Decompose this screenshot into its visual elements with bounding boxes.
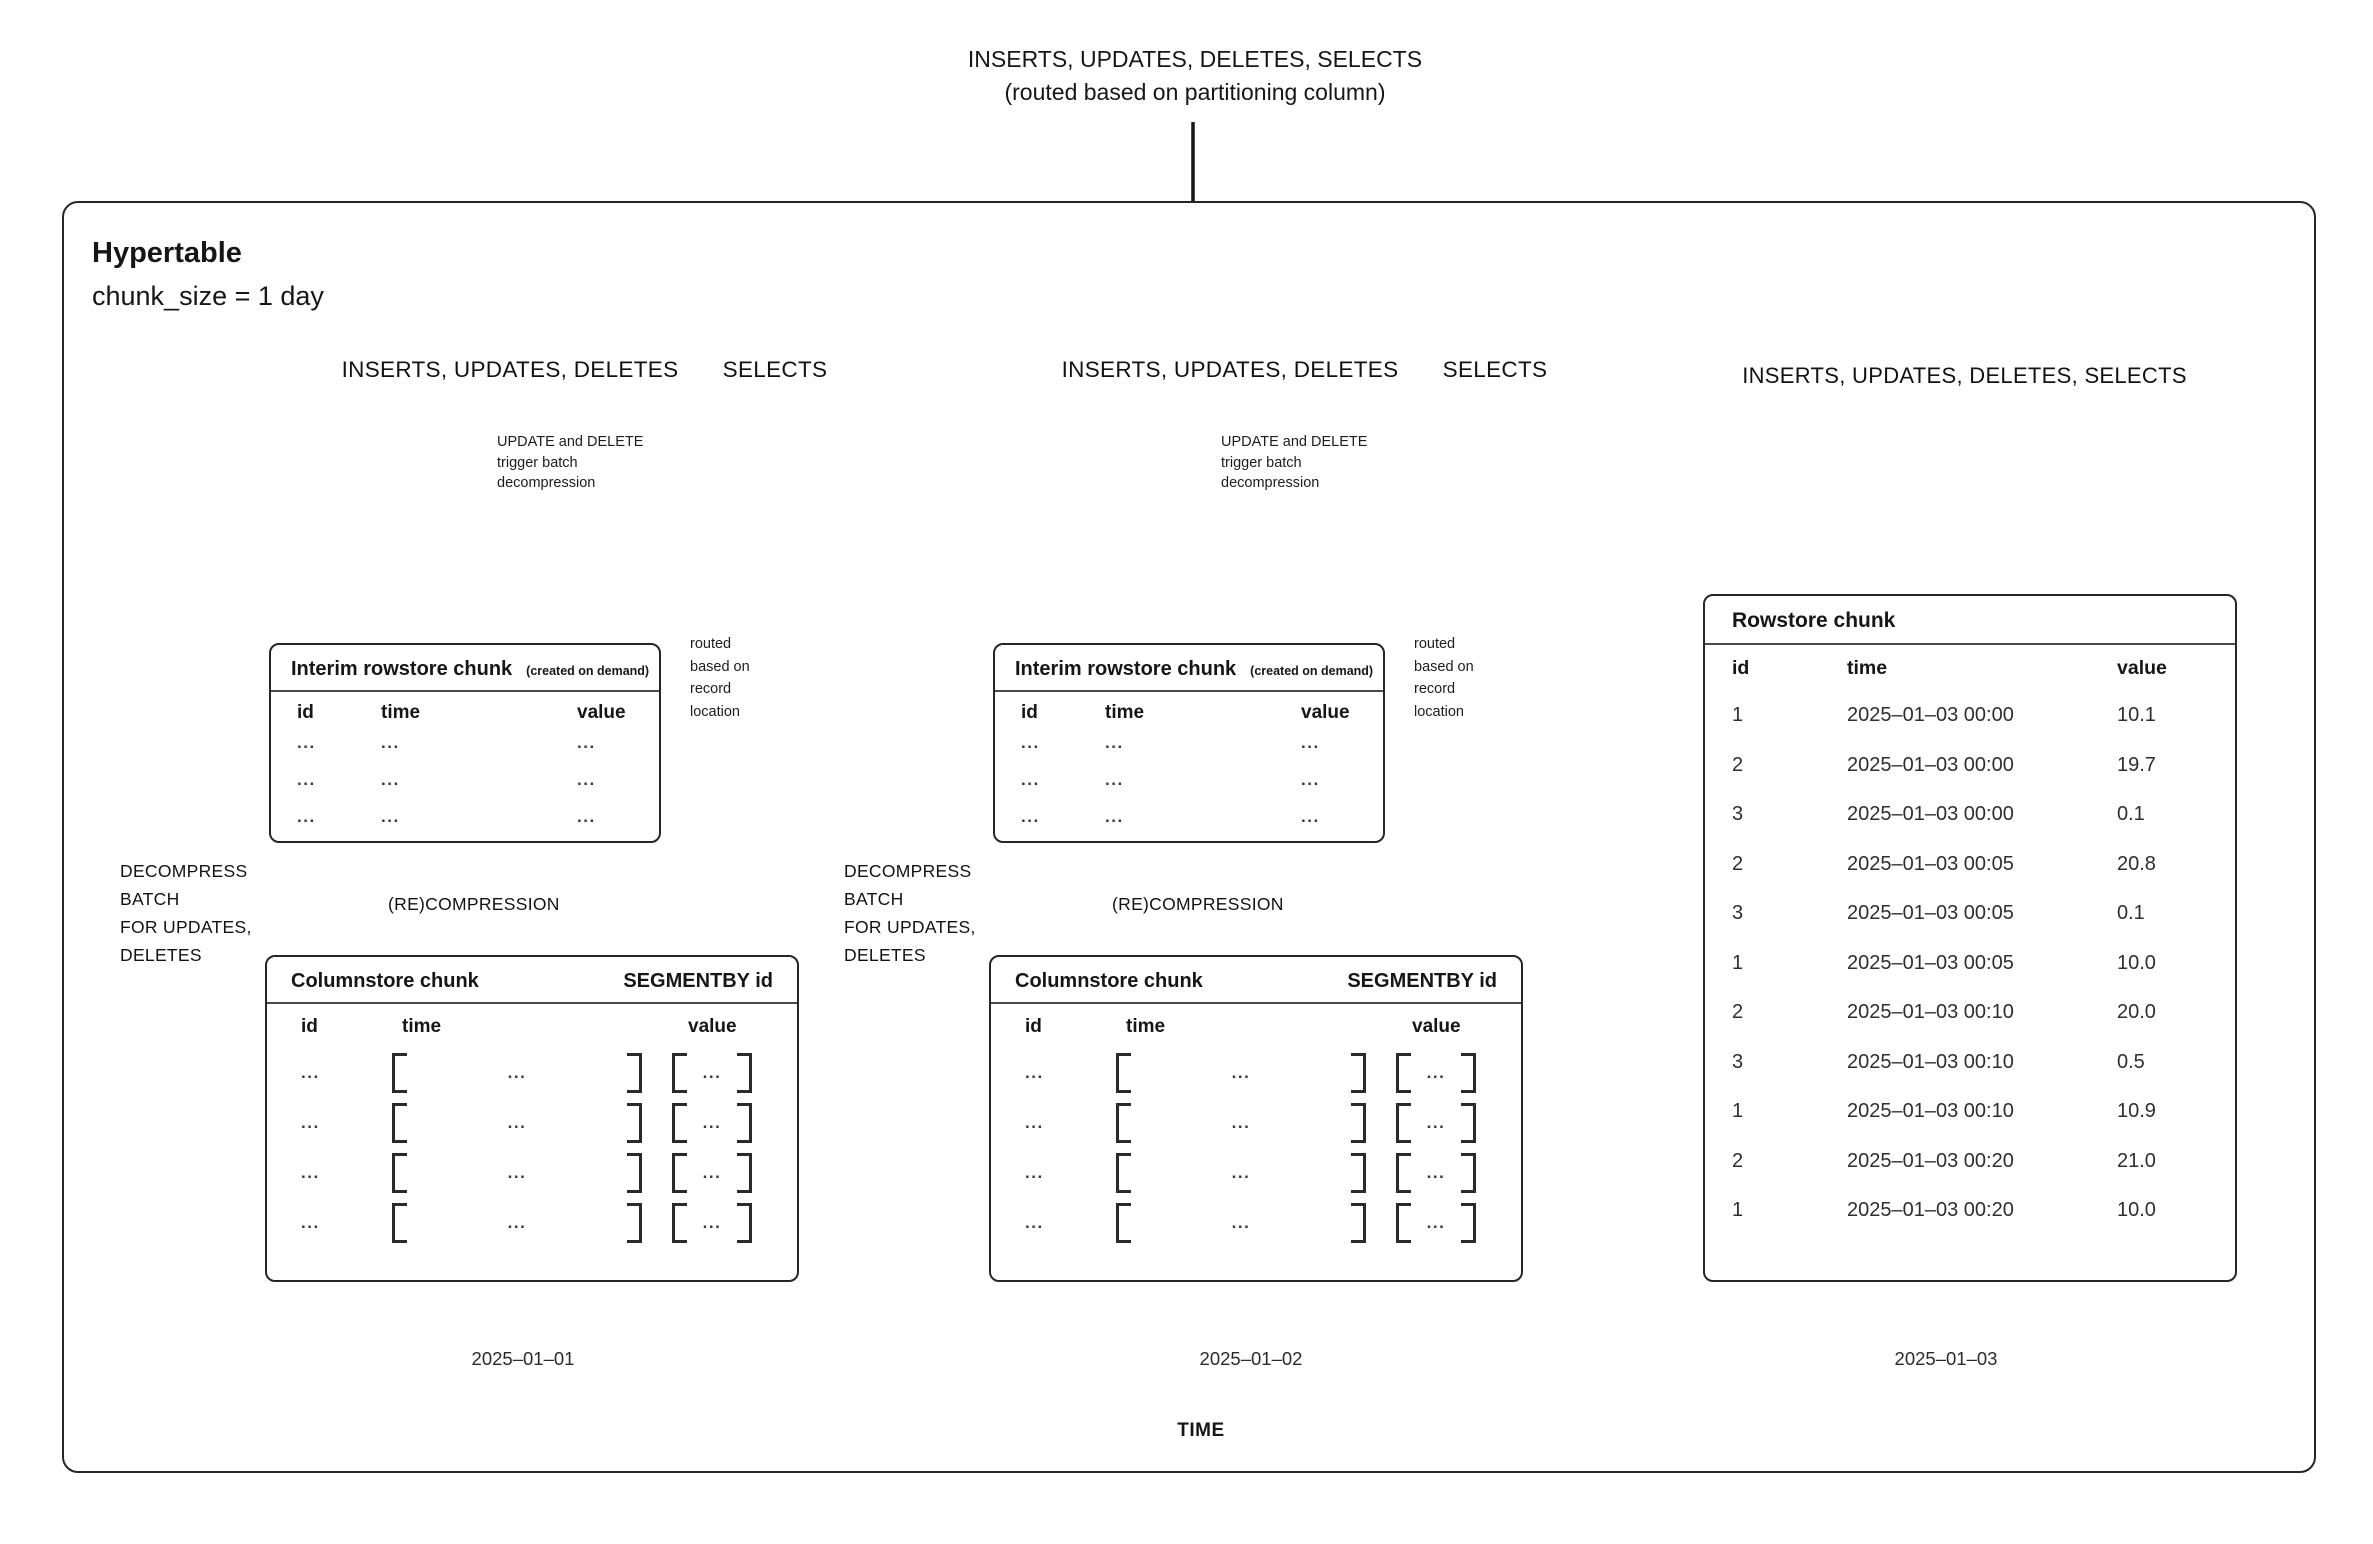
iud-selects-label-right: INSERTS, UPDATES, DELETES, SELECTS <box>1742 363 2187 388</box>
cell-ellipsis: ... <box>1105 732 1124 752</box>
compressed-array-time <box>1116 1203 1366 1243</box>
table-row <box>991 1203 1521 1243</box>
cell-value: 21.0 <box>2117 1149 2156 1172</box>
col-header-id: id <box>297 702 314 723</box>
table-row <box>1705 988 2235 1038</box>
selects-label-middle: SELECTS <box>1442 357 1548 382</box>
columnstore-chunk-middle <box>989 955 1523 1282</box>
cell-time: 2025–01–03 00:00 <box>1847 704 2014 727</box>
cell-id: 1 <box>1732 1100 1744 1123</box>
cell-ellipsis: ... <box>381 769 400 789</box>
table-row <box>1705 1137 2235 1187</box>
cell-ellipsis: ... <box>1426 1163 1446 1182</box>
table-row <box>267 1053 797 1093</box>
cell-ellipsis: ... <box>702 1063 722 1082</box>
columnstore-chunk-left <box>265 955 799 1282</box>
col-header-time: time <box>381 702 421 723</box>
routed-note-left <box>690 633 750 723</box>
table-row <box>1705 691 2235 741</box>
table-row <box>1705 1038 2235 1088</box>
cell-value: 10.0 <box>2117 951 2156 974</box>
cell-id: 2 <box>1732 852 1744 875</box>
rowstore-title: Rowstore chunk <box>1705 596 2235 645</box>
table-row <box>267 1203 797 1243</box>
note-line: trigger batch <box>497 454 578 471</box>
table-row <box>991 1153 1521 1193</box>
chunk-date-left: 2025–01–01 <box>471 1348 575 1369</box>
recompression-label-middle: (RE)COMPRESSION <box>1112 894 1284 914</box>
cell-time: 2025–01–03 00:20 <box>1847 1149 2014 1172</box>
compressed-array-time <box>1116 1153 1366 1193</box>
table-row <box>1705 1087 2235 1137</box>
columnstore-title-row <box>991 957 1521 1004</box>
note-line: based on <box>1414 658 1474 675</box>
cell-value: 19.7 <box>2117 753 2156 776</box>
interim-header-row <box>995 702 1383 724</box>
cell-ellipsis: ... <box>577 769 596 789</box>
top-routing-label-line1: INSERTS, UPDATES, DELETES, SELECTS <box>967 46 1423 72</box>
cell-ellipsis: ... <box>1021 732 1040 752</box>
cell-value: 0.5 <box>2117 1050 2145 1073</box>
cell-id: 1 <box>1732 1199 1744 1222</box>
cell-ellipsis: ... <box>301 1163 320 1182</box>
cell-ellipsis: ... <box>1025 1113 1044 1132</box>
compressed-array-value <box>1396 1153 1476 1193</box>
cell-time: 2025–01–03 00:10 <box>1847 1001 2014 1024</box>
cell-value: 10.9 <box>2117 1100 2156 1123</box>
cell-time: 2025–01–03 00:10 <box>1847 1050 2014 1073</box>
compressed-array-value <box>1396 1203 1476 1243</box>
interim-title-row <box>995 645 1383 692</box>
col-header-id: id <box>301 1016 318 1037</box>
note-line: FOR UPDATES, <box>844 917 976 937</box>
cell-ellipsis: ... <box>297 732 316 752</box>
cell-ellipsis: ... <box>301 1063 320 1082</box>
rowstore-chunk <box>1703 594 2237 1282</box>
table-row <box>1705 889 2235 939</box>
table-row <box>271 761 659 798</box>
compressed-array-time <box>392 1203 642 1243</box>
cell-id: 2 <box>1732 1149 1744 1172</box>
chunk-date-middle: 2025–01–02 <box>1199 1348 1303 1369</box>
columnstore-segmentby: SEGMENTBY id <box>623 970 773 992</box>
decompress-note-middle <box>844 857 976 969</box>
table-row <box>271 798 659 835</box>
col-header-time: time <box>402 1016 442 1037</box>
cell-time: 2025–01–03 00:10 <box>1847 1100 2014 1123</box>
cell-value: 0.1 <box>2117 803 2145 826</box>
columnstore-header-row <box>991 1016 1521 1038</box>
interim-title: Interim rowstore chunk <box>1015 658 1237 680</box>
cell-ellipsis: ... <box>1426 1063 1446 1082</box>
table-row <box>1705 741 2235 791</box>
cell-ellipsis: ... <box>507 1113 527 1132</box>
update-delete-note-left <box>497 432 643 494</box>
interim-rowstore-chunk-left <box>269 643 661 843</box>
col-header-value: value <box>1301 702 1350 723</box>
cell-ellipsis: ... <box>577 732 596 752</box>
recompression-label-left: (RE)COMPRESSION <box>388 894 560 914</box>
col-header-id: id <box>1021 702 1038 723</box>
table-row <box>267 1153 797 1193</box>
selects-label-left: SELECTS <box>722 357 828 382</box>
cell-ellipsis: ... <box>1025 1213 1044 1232</box>
table-row <box>991 1103 1521 1143</box>
note-line: routed <box>1414 636 1456 652</box>
note-line: DECOMPRESS <box>120 861 248 881</box>
cell-time: 2025–01–03 00:05 <box>1847 852 2014 875</box>
rowstore-header-row <box>1705 645 2235 691</box>
col-header-time: time <box>1105 702 1145 723</box>
table-row <box>995 724 1383 761</box>
col-header-value: value <box>1412 1016 1461 1037</box>
columnstore-segmentby: SEGMENTBY id <box>1347 970 1497 992</box>
note-line: record <box>690 681 732 697</box>
iud-label-middle: INSERTS, UPDATES, DELETES <box>1061 357 1399 382</box>
interim-title-row <box>271 645 659 692</box>
interim-rowstore-chunk-middle <box>993 643 1385 843</box>
cell-ellipsis: ... <box>381 732 400 752</box>
cell-ellipsis: ... <box>1021 806 1040 826</box>
cell-ellipsis: ... <box>702 1163 722 1182</box>
note-line: UPDATE and DELETE <box>497 434 644 450</box>
update-delete-note-middle <box>1221 432 1367 494</box>
note-line: BATCH <box>120 889 180 909</box>
interim-subtitle: (created on demand) <box>526 664 650 678</box>
interim-title: Interim rowstore chunk <box>291 658 513 680</box>
cell-ellipsis: ... <box>702 1113 722 1132</box>
cell-time: 2025–01–03 00:20 <box>1847 1199 2014 1222</box>
interim-header-row <box>271 702 659 724</box>
cell-ellipsis: ... <box>297 806 316 826</box>
note-line: FOR UPDATES, <box>120 917 252 937</box>
cell-ellipsis: ... <box>1231 1213 1251 1232</box>
cell-id: 1 <box>1732 704 1744 727</box>
cell-value: 0.1 <box>2117 902 2145 925</box>
cell-ellipsis: ... <box>1426 1213 1446 1232</box>
note-line: BATCH <box>844 889 904 909</box>
table-row <box>995 798 1383 835</box>
cell-ellipsis: ... <box>1025 1163 1044 1182</box>
chunk-date-right: 2025–01–03 <box>1894 1348 1998 1369</box>
cell-value: 20.8 <box>2117 852 2156 875</box>
table-row <box>991 1053 1521 1093</box>
note-line: DELETES <box>844 945 926 965</box>
cell-ellipsis: ... <box>381 806 400 826</box>
cell-id: 2 <box>1732 1001 1744 1024</box>
table-row <box>1705 790 2235 840</box>
hypertable-title: Hypertable <box>92 237 242 269</box>
cell-id: 3 <box>1732 902 1744 925</box>
col-header-time: time <box>1126 1016 1166 1037</box>
note-line: record <box>1414 681 1456 697</box>
cell-id: 2 <box>1732 753 1744 776</box>
columnstore-title: Columnstore chunk <box>291 970 479 992</box>
cell-time: 2025–01–03 00:05 <box>1847 902 2014 925</box>
compressed-array-time <box>1116 1053 1366 1093</box>
columnstore-title-row <box>267 957 797 1004</box>
cell-ellipsis: ... <box>1231 1163 1251 1182</box>
cell-value: 10.0 <box>2117 1199 2156 1222</box>
cell-ellipsis: ... <box>301 1213 320 1232</box>
cell-value: 10.1 <box>2117 704 2156 727</box>
col-header-time: time <box>1847 656 1888 679</box>
table-row <box>1705 840 2235 890</box>
cell-ellipsis: ... <box>507 1163 527 1182</box>
hypertable-chunk-size: chunk_size = 1 day <box>92 281 324 311</box>
cell-ellipsis: ... <box>507 1063 527 1082</box>
cell-ellipsis: ... <box>1231 1063 1251 1082</box>
note-line: location <box>1414 703 1464 720</box>
cell-ellipsis: ... <box>577 806 596 826</box>
cell-id: 1 <box>1732 951 1744 974</box>
cell-ellipsis: ... <box>1301 806 1320 826</box>
cell-ellipsis: ... <box>1105 769 1124 789</box>
cell-ellipsis: ... <box>1021 769 1040 789</box>
interim-subtitle: (created on demand) <box>1250 664 1374 678</box>
compressed-array-value <box>672 1153 752 1193</box>
table-row <box>1705 1186 2235 1236</box>
compressed-array-value <box>672 1053 752 1093</box>
columnstore-header-row <box>267 1016 797 1038</box>
table-row <box>995 761 1383 798</box>
note-line: based on <box>690 658 750 675</box>
note-line: decompression <box>497 475 596 491</box>
note-line: routed <box>690 636 732 652</box>
col-header-value: value <box>2117 656 2167 679</box>
iud-label-left: INSERTS, UPDATES, DELETES <box>341 357 679 382</box>
compressed-array-value <box>672 1103 752 1143</box>
routed-note-middle <box>1414 633 1474 723</box>
note-line: trigger batch <box>1221 454 1302 471</box>
cell-ellipsis: ... <box>1301 769 1320 789</box>
compressed-array-value <box>672 1203 752 1243</box>
col-header-id: id <box>1732 656 1750 679</box>
note-line: location <box>690 703 740 720</box>
compressed-array-time <box>1116 1103 1366 1143</box>
cell-ellipsis: ... <box>1426 1113 1446 1132</box>
note-line: UPDATE and DELETE <box>1221 434 1368 450</box>
cell-ellipsis: ... <box>297 769 316 789</box>
cell-ellipsis: ... <box>1301 732 1320 752</box>
table-row <box>267 1103 797 1143</box>
cell-ellipsis: ... <box>702 1213 722 1232</box>
top-routing-label-line2: (routed based on partitioning column) <box>1004 79 1386 105</box>
compressed-array-time <box>392 1103 642 1143</box>
col-header-id: id <box>1025 1016 1042 1037</box>
note-line: DECOMPRESS <box>844 861 972 881</box>
cell-time: 2025–01–03 00:00 <box>1847 803 2014 826</box>
table-row <box>271 724 659 761</box>
decompress-note-left <box>120 857 252 969</box>
cell-ellipsis: ... <box>1231 1113 1251 1132</box>
cell-ellipsis: ... <box>1025 1063 1044 1082</box>
compressed-array-time <box>392 1053 642 1093</box>
compressed-array-time <box>392 1153 642 1193</box>
note-line: DELETES <box>120 945 202 965</box>
col-header-value: value <box>577 702 626 723</box>
cell-ellipsis: ... <box>507 1213 527 1232</box>
columnstore-title: Columnstore chunk <box>1015 970 1203 992</box>
cell-id: 3 <box>1732 1050 1744 1073</box>
compressed-array-value <box>1396 1053 1476 1093</box>
table-row <box>1705 939 2235 989</box>
cell-time: 2025–01–03 00:05 <box>1847 951 2014 974</box>
cell-id: 3 <box>1732 803 1744 826</box>
compressed-array-value <box>1396 1103 1476 1143</box>
time-axis-label: TIME <box>1177 1420 1225 1441</box>
col-header-value: value <box>688 1016 737 1037</box>
cell-ellipsis: ... <box>1105 806 1124 826</box>
cell-value: 20.0 <box>2117 1001 2156 1024</box>
cell-ellipsis: ... <box>301 1113 320 1132</box>
note-line: decompression <box>1221 475 1320 491</box>
cell-time: 2025–01–03 00:00 <box>1847 753 2014 776</box>
